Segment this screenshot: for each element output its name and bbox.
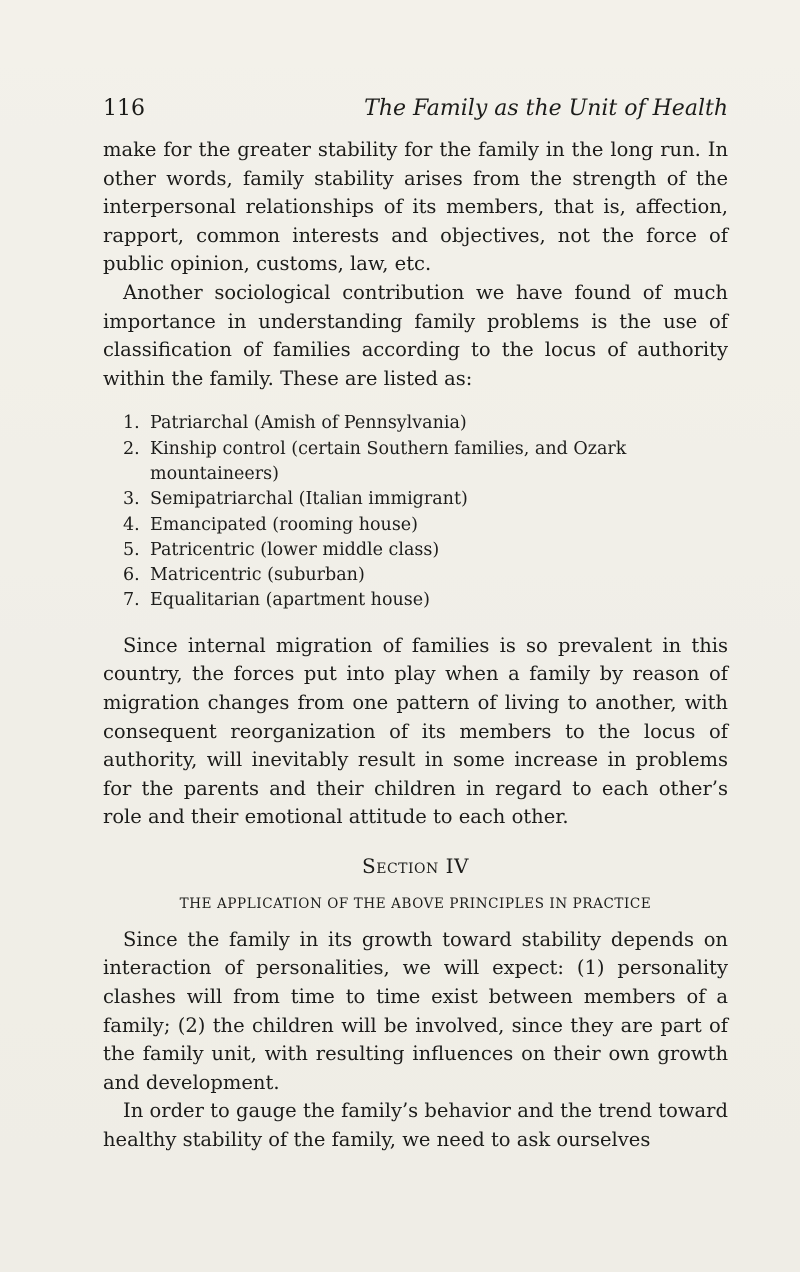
section-number: IV: [445, 853, 469, 878]
list-item-text: Emancipated (rooming house): [150, 514, 418, 535]
list-item-number: 2.: [123, 438, 140, 459]
list-item-text: Equalitarian (apartment house): [150, 590, 430, 611]
paragraph-1: make for the greater stability for the family in the long run. In other words, family stability arises from the strength of the interpersonal relationships of its members, that is, affection, rapport, common interests and objectives, not the force of public opinion, customs, law, etc.: [103, 138, 728, 276]
paragraph-2: Another sociological contribution we have found of much importance in understanding family problems is the use of classification of families according to the locus of authority within the family. These are listed as:: [103, 280, 728, 390]
page-content: [103, 96, 728, 1155]
list-item-number: 5.: [123, 539, 140, 560]
list-item-number: 6.: [123, 565, 140, 586]
paragraph-3: Since internal migration of families is so prevalent in this country, the forces put into play when a family by reason of migration changes from one pattern of living to another, with consequent reorganization of its members to the locus of authority, will inevitably result in some increase in problems for the parents and their children in regard to each other’s role and their emotional attitude to each other.: [103, 633, 728, 829]
list-item-number: 1.: [123, 413, 140, 434]
list-item-number: 4.: [123, 514, 140, 535]
list-item-text: Patriarchal (Amish of Pennsylvania): [150, 413, 467, 434]
list-item-text: Matricentric (suburban): [150, 565, 365, 586]
running-title: The Family as the Unit of Health: [364, 96, 728, 121]
list-item-text: Kinship control (certain Southern families, and Ozark mountaineers): [150, 438, 627, 484]
list-item-number: 3.: [123, 489, 140, 510]
list-item: [103, 513, 728, 538]
list-item-number: 7.: [123, 590, 140, 611]
list-item: [103, 437, 728, 488]
section-heading: [103, 854, 728, 880]
paragraph-5: In order to gauge the family’s behavior and the trend toward healthy stability of the family, we need to ask ourselves: [103, 1099, 728, 1152]
list-item: [103, 563, 728, 588]
section-word: Section: [362, 853, 439, 878]
list-item: [103, 487, 728, 512]
page-number: 116: [103, 96, 145, 121]
list-item-text: Semipatriarchal (Italian immigrant): [150, 489, 468, 510]
list-item-text: Patricentric (lower middle class): [150, 539, 440, 560]
paragraph-4: Since the family in its growth toward stability depends on interaction of personalities, we will expect: (1) personality clashes will from time to time exist between members of a family; (2) the children will be involved, since they are part of the family unit, with resulting influences on their own growth and development.: [103, 927, 728, 1094]
list-item: [103, 538, 728, 563]
list-item: [103, 411, 728, 436]
list-item: [103, 588, 728, 613]
authority-classification-list: [103, 411, 728, 613]
section-subtitle: THE APPLICATION OF THE ABOVE PRINCIPLES IN PRACTICE: [179, 895, 652, 912]
running-head: [103, 96, 728, 136]
